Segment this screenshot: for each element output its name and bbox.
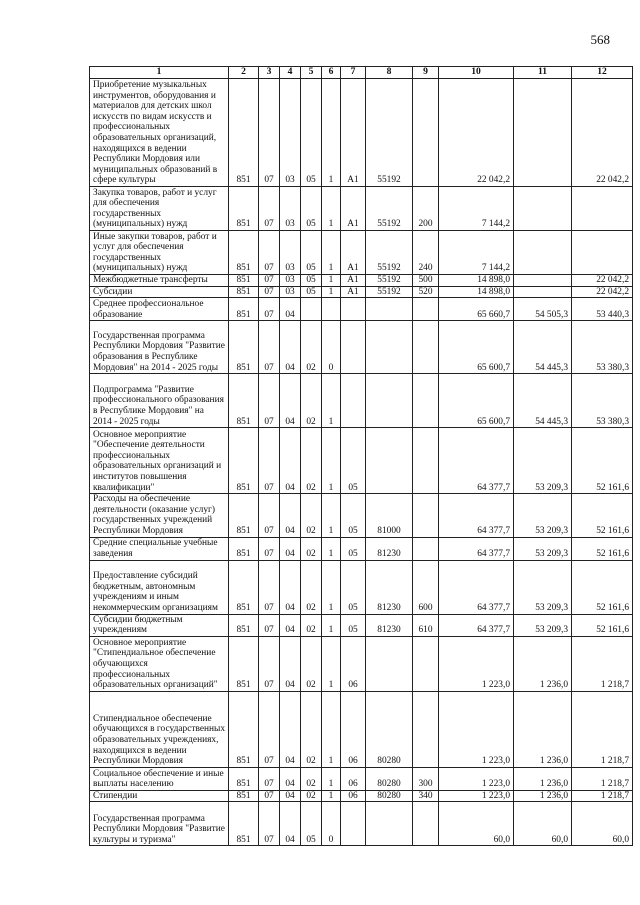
section-cell: 07 <box>259 374 280 428</box>
direction-cell: 55192 <box>366 79 413 187</box>
direction-cell <box>366 802 413 846</box>
subprogram-cell: 0 <box>322 802 341 846</box>
column-header: 7 <box>341 67 366 79</box>
expense-type-cell <box>413 79 439 187</box>
amount-year2-cell: 1 236,0 <box>514 790 572 802</box>
section-cell: 07 <box>259 560 280 614</box>
amount-year1-cell: 1 223,0 <box>439 636 514 691</box>
section-cell: 07 <box>259 275 280 287</box>
table-row <box>90 374 633 428</box>
program-cell: 02 <box>301 614 322 636</box>
column-header: 11 <box>514 67 572 79</box>
direction-cell: 81000 <box>366 494 413 537</box>
program-cell: 02 <box>301 537 322 560</box>
program-cell: 05 <box>301 286 322 298</box>
activity-cell: 05 <box>341 614 366 636</box>
program-cell: 02 <box>301 790 322 802</box>
section-cell: 07 <box>259 187 280 231</box>
direction-cell: 55192 <box>366 231 413 275</box>
amount-year3-cell: 22 042,2 <box>572 286 633 298</box>
amount-year2-cell <box>514 275 572 287</box>
activity-cell: A1 <box>341 286 366 298</box>
amount-year3-cell: 52 161,6 <box>572 428 633 494</box>
program-cell: 02 <box>301 691 322 767</box>
table-row <box>90 321 633 374</box>
expense-type-cell: 610 <box>413 614 439 636</box>
row-name-cell: Иные закупки товаров, работ и услуг для обеспечения государственных (муниципальных) нужд <box>90 231 229 275</box>
subsection-cell: 04 <box>280 636 301 691</box>
activity-cell: 06 <box>341 691 366 767</box>
amount-year1-cell: 7 144,2 <box>439 231 514 275</box>
amount-year3-cell: 52 161,6 <box>572 494 633 537</box>
expense-type-cell: 240 <box>413 231 439 275</box>
program-cell: 02 <box>301 560 322 614</box>
row-name-cell: Государственная программа Республики Мордовия "Развитие образования в Республике Мордовия" на 2014 - 2025 годы <box>90 321 229 374</box>
amount-year2-cell <box>514 286 572 298</box>
admin-code-cell: 851 <box>229 298 259 321</box>
admin-code-cell: 851 <box>229 802 259 846</box>
row-name-cell: Стипендии <box>90 790 229 802</box>
subsection-cell: 04 <box>280 428 301 494</box>
activity-cell <box>341 374 366 428</box>
subsection-cell: 04 <box>280 802 301 846</box>
expense-type-cell: 340 <box>413 790 439 802</box>
amount-year2-cell: 54 505,3 <box>514 298 572 321</box>
activity-cell: 05 <box>341 428 366 494</box>
expense-type-cell: 200 <box>413 187 439 231</box>
admin-code-cell: 851 <box>229 286 259 298</box>
amount-year1-cell: 64 377,7 <box>439 560 514 614</box>
direction-cell: 81230 <box>366 614 413 636</box>
direction-cell <box>366 321 413 374</box>
subsection-cell: 04 <box>280 614 301 636</box>
amount-year3-cell: 22 042,2 <box>572 275 633 287</box>
admin-code-cell: 851 <box>229 790 259 802</box>
column-header: 1 <box>90 67 229 79</box>
admin-code-cell: 851 <box>229 374 259 428</box>
amount-year3-cell: 53 380,3 <box>572 374 633 428</box>
amount-year3-cell: 1 218,7 <box>572 636 633 691</box>
amount-year2-cell <box>514 231 572 275</box>
direction-cell: 80280 <box>366 691 413 767</box>
section-cell: 07 <box>259 298 280 321</box>
subsection-cell: 04 <box>280 494 301 537</box>
program-cell: 05 <box>301 187 322 231</box>
program-cell: 02 <box>301 494 322 537</box>
row-name-cell: Предоставление субсидий бюджетным, автономным учреждениям и иным некоммерческим организациям <box>90 560 229 614</box>
admin-code-cell: 851 <box>229 79 259 187</box>
column-header: 5 <box>301 67 322 79</box>
expense-type-cell <box>413 298 439 321</box>
direction-cell: 81230 <box>366 537 413 560</box>
admin-code-cell: 851 <box>229 691 259 767</box>
subprogram-cell: 1 <box>322 79 341 187</box>
amount-year1-cell: 65 600,7 <box>439 321 514 374</box>
amount-year2-cell: 1 236,0 <box>514 691 572 767</box>
subprogram-cell: 1 <box>322 636 341 691</box>
section-cell: 07 <box>259 614 280 636</box>
column-header: 3 <box>259 67 280 79</box>
program-cell <box>301 298 322 321</box>
subsection-cell: 04 <box>280 691 301 767</box>
amount-year3-cell: 53 380,3 <box>572 321 633 374</box>
column-header: 9 <box>413 67 439 79</box>
row-name-cell: Среднее профессиональное образование <box>90 298 229 321</box>
row-name-cell: Социальное обеспечение и иные выплаты населению <box>90 767 229 790</box>
amount-year2-cell: 1 236,0 <box>514 636 572 691</box>
subsection-cell: 03 <box>280 275 301 287</box>
amount-year2-cell: 53 209,3 <box>514 537 572 560</box>
direction-cell <box>366 374 413 428</box>
expense-type-cell <box>413 636 439 691</box>
expense-type-cell <box>413 537 439 560</box>
table-row <box>90 790 633 802</box>
page-number: 568 <box>590 32 610 47</box>
direction-cell <box>366 428 413 494</box>
subprogram-cell: 1 <box>322 494 341 537</box>
subprogram-cell: 1 <box>322 275 341 287</box>
expense-type-cell <box>413 494 439 537</box>
program-cell: 02 <box>301 636 322 691</box>
amount-year2-cell: 60,0 <box>514 802 572 846</box>
program-cell: 02 <box>301 374 322 428</box>
table-row <box>90 560 633 614</box>
column-header: 4 <box>280 67 301 79</box>
activity-cell: 06 <box>341 636 366 691</box>
row-name-cell: Приобретение музыкальных инструментов, оборудования и материалов для детских школ искусств по видам искусств и профессиональных образовательных организаций, находящихся в ведении Республики Мордовия или муниципальных образований в сфере культуры <box>90 79 229 187</box>
amount-year3-cell: 53 440,3 <box>572 298 633 321</box>
table-row <box>90 79 633 187</box>
direction-cell: 55192 <box>366 286 413 298</box>
program-cell: 05 <box>301 802 322 846</box>
row-name-cell: Основное мероприятие "Стипендиальное обеспечение обучающихся профессиональных образовательных организаций" <box>90 636 229 691</box>
activity-cell: 05 <box>341 494 366 537</box>
subprogram-cell: 1 <box>322 614 341 636</box>
amount-year1-cell: 1 223,0 <box>439 790 514 802</box>
amount-year3-cell: 1 218,7 <box>572 691 633 767</box>
amount-year3-cell: 60,0 <box>572 802 633 846</box>
subprogram-cell: 1 <box>322 428 341 494</box>
direction-cell: 81230 <box>366 560 413 614</box>
expense-type-cell <box>413 374 439 428</box>
amount-year2-cell: 53 209,3 <box>514 614 572 636</box>
table-row <box>90 767 633 790</box>
direction-cell <box>366 298 413 321</box>
program-cell: 02 <box>301 428 322 494</box>
column-header: 8 <box>366 67 413 79</box>
activity-cell: A1 <box>341 79 366 187</box>
budget-table <box>89 66 633 846</box>
section-cell: 07 <box>259 767 280 790</box>
section-cell: 07 <box>259 802 280 846</box>
amount-year1-cell: 64 377,7 <box>439 614 514 636</box>
activity-cell: 06 <box>341 767 366 790</box>
row-name-cell: Субсидии <box>90 286 229 298</box>
subprogram-cell: 1 <box>322 187 341 231</box>
activity-cell: 05 <box>341 537 366 560</box>
column-header: 12 <box>572 67 633 79</box>
amount-year2-cell <box>514 79 572 187</box>
amount-year2-cell: 53 209,3 <box>514 560 572 614</box>
amount-year1-cell: 64 377,7 <box>439 428 514 494</box>
amount-year3-cell: 1 218,7 <box>572 790 633 802</box>
admin-code-cell: 851 <box>229 187 259 231</box>
activity-cell: 05 <box>341 560 366 614</box>
table-row <box>90 691 633 767</box>
section-cell: 07 <box>259 636 280 691</box>
row-name-cell: Основное мероприятие "Обеспечение деятельности профессиональных образовательных организаций и институтов повышения квалификации" <box>90 428 229 494</box>
subsection-cell: 04 <box>280 298 301 321</box>
section-cell: 07 <box>259 231 280 275</box>
table-row <box>90 286 633 298</box>
table-row <box>90 187 633 231</box>
program-cell: 05 <box>301 79 322 187</box>
section-cell: 07 <box>259 691 280 767</box>
expense-type-cell: 300 <box>413 767 439 790</box>
amount-year1-cell: 65 600,7 <box>439 374 514 428</box>
section-cell: 07 <box>259 286 280 298</box>
table-row <box>90 231 633 275</box>
amount-year2-cell: 53 209,3 <box>514 428 572 494</box>
table-row <box>90 298 633 321</box>
amount-year3-cell <box>572 231 633 275</box>
amount-year2-cell: 1 236,0 <box>514 767 572 790</box>
subprogram-cell: 1 <box>322 286 341 298</box>
column-header: 6 <box>322 67 341 79</box>
amount-year3-cell: 1 218,7 <box>572 767 633 790</box>
direction-cell: 80280 <box>366 767 413 790</box>
subprogram-cell: 0 <box>322 321 341 374</box>
row-name-cell: Расходы на обеспечение деятельности (оказание услуг) государственных учреждений Республики Мордовия <box>90 494 229 537</box>
direction-cell: 55192 <box>366 187 413 231</box>
subsection-cell: 04 <box>280 560 301 614</box>
admin-code-cell: 851 <box>229 231 259 275</box>
section-cell: 07 <box>259 321 280 374</box>
subprogram-cell: 1 <box>322 231 341 275</box>
expense-type-cell: 500 <box>413 275 439 287</box>
direction-cell: 55192 <box>366 275 413 287</box>
subsection-cell: 04 <box>280 537 301 560</box>
admin-code-cell: 851 <box>229 767 259 790</box>
activity-cell <box>341 321 366 374</box>
subprogram-cell <box>322 298 341 321</box>
amount-year3-cell: 22 042,2 <box>572 79 633 187</box>
section-cell: 07 <box>259 428 280 494</box>
expense-type-cell: 600 <box>413 560 439 614</box>
admin-code-cell: 851 <box>229 614 259 636</box>
activity-cell: 06 <box>341 790 366 802</box>
section-cell: 07 <box>259 494 280 537</box>
subsection-cell: 04 <box>280 374 301 428</box>
subsection-cell: 03 <box>280 231 301 275</box>
program-cell: 02 <box>301 321 322 374</box>
table-row <box>90 614 633 636</box>
column-header: 10 <box>439 67 514 79</box>
row-name-cell: Государственная программа Республики Мордовия "Развитие культуры и туризма" <box>90 802 229 846</box>
amount-year1-cell: 7 144,2 <box>439 187 514 231</box>
program-cell: 02 <box>301 767 322 790</box>
admin-code-cell: 851 <box>229 636 259 691</box>
program-cell: 05 <box>301 275 322 287</box>
subsection-cell: 04 <box>280 321 301 374</box>
direction-cell: 80280 <box>366 790 413 802</box>
row-name-cell: Стипендиальное обеспечение обучающихся в государственных образовательных учреждениях, находящихся в ведении Республики Мордовия <box>90 691 229 767</box>
subsection-cell: 03 <box>280 187 301 231</box>
section-cell: 07 <box>259 79 280 187</box>
amount-year3-cell: 52 161,6 <box>572 560 633 614</box>
row-name-cell: Средние специальные учебные заведения <box>90 537 229 560</box>
expense-type-cell: 520 <box>413 286 439 298</box>
amount-year1-cell: 64 377,7 <box>439 494 514 537</box>
activity-cell: A1 <box>341 275 366 287</box>
admin-code-cell: 851 <box>229 428 259 494</box>
activity-cell: A1 <box>341 187 366 231</box>
amount-year2-cell <box>514 187 572 231</box>
admin-code-cell: 851 <box>229 537 259 560</box>
activity-cell: A1 <box>341 231 366 275</box>
amount-year1-cell: 1 223,0 <box>439 691 514 767</box>
table-row <box>90 802 633 846</box>
column-header: 2 <box>229 67 259 79</box>
table-header-row <box>90 67 633 79</box>
subprogram-cell: 1 <box>322 767 341 790</box>
amount-year1-cell: 14 898,0 <box>439 275 514 287</box>
expense-type-cell <box>413 428 439 494</box>
subprogram-cell: 1 <box>322 790 341 802</box>
section-cell: 07 <box>259 537 280 560</box>
activity-cell <box>341 298 366 321</box>
subprogram-cell: 1 <box>322 691 341 767</box>
amount-year3-cell: 52 161,6 <box>572 614 633 636</box>
amount-year2-cell: 53 209,3 <box>514 494 572 537</box>
amount-year1-cell: 60,0 <box>439 802 514 846</box>
amount-year2-cell: 54 445,3 <box>514 321 572 374</box>
amount-year1-cell: 14 898,0 <box>439 286 514 298</box>
row-name-cell: Закупка товаров, работ и услуг для обеспечения государственных (муниципальных) нужд <box>90 187 229 231</box>
table-row <box>90 428 633 494</box>
amount-year1-cell: 65 660,7 <box>439 298 514 321</box>
admin-code-cell: 851 <box>229 494 259 537</box>
admin-code-cell: 851 <box>229 560 259 614</box>
row-name-cell: Подпрограмма "Развитие профессионального образования в Республике Мордовия" на 2014 - 2025 годы <box>90 374 229 428</box>
amount-year3-cell <box>572 187 633 231</box>
table-row <box>90 275 633 287</box>
table-row <box>90 537 633 560</box>
expense-type-cell <box>413 321 439 374</box>
admin-code-cell: 851 <box>229 321 259 374</box>
subsection-cell: 04 <box>280 790 301 802</box>
table-row <box>90 494 633 537</box>
row-name-cell: Межбюджетные трансферты <box>90 275 229 287</box>
table-row <box>90 636 633 691</box>
amount-year1-cell: 64 377,7 <box>439 537 514 560</box>
subprogram-cell: 1 <box>322 560 341 614</box>
admin-code-cell: 851 <box>229 275 259 287</box>
section-cell: 07 <box>259 790 280 802</box>
subsection-cell: 03 <box>280 286 301 298</box>
row-name-cell: Субсидии бюджетным учреждениям <box>90 614 229 636</box>
amount-year3-cell: 52 161,6 <box>572 537 633 560</box>
subprogram-cell: 1 <box>322 374 341 428</box>
amount-year1-cell: 22 042,2 <box>439 79 514 187</box>
direction-cell <box>366 636 413 691</box>
subprogram-cell: 1 <box>322 537 341 560</box>
amount-year2-cell: 54 445,3 <box>514 374 572 428</box>
activity-cell <box>341 802 366 846</box>
subsection-cell: 04 <box>280 767 301 790</box>
expense-type-cell <box>413 802 439 846</box>
subsection-cell: 03 <box>280 79 301 187</box>
amount-year1-cell: 1 223,0 <box>439 767 514 790</box>
expense-type-cell <box>413 691 439 767</box>
program-cell: 05 <box>301 231 322 275</box>
